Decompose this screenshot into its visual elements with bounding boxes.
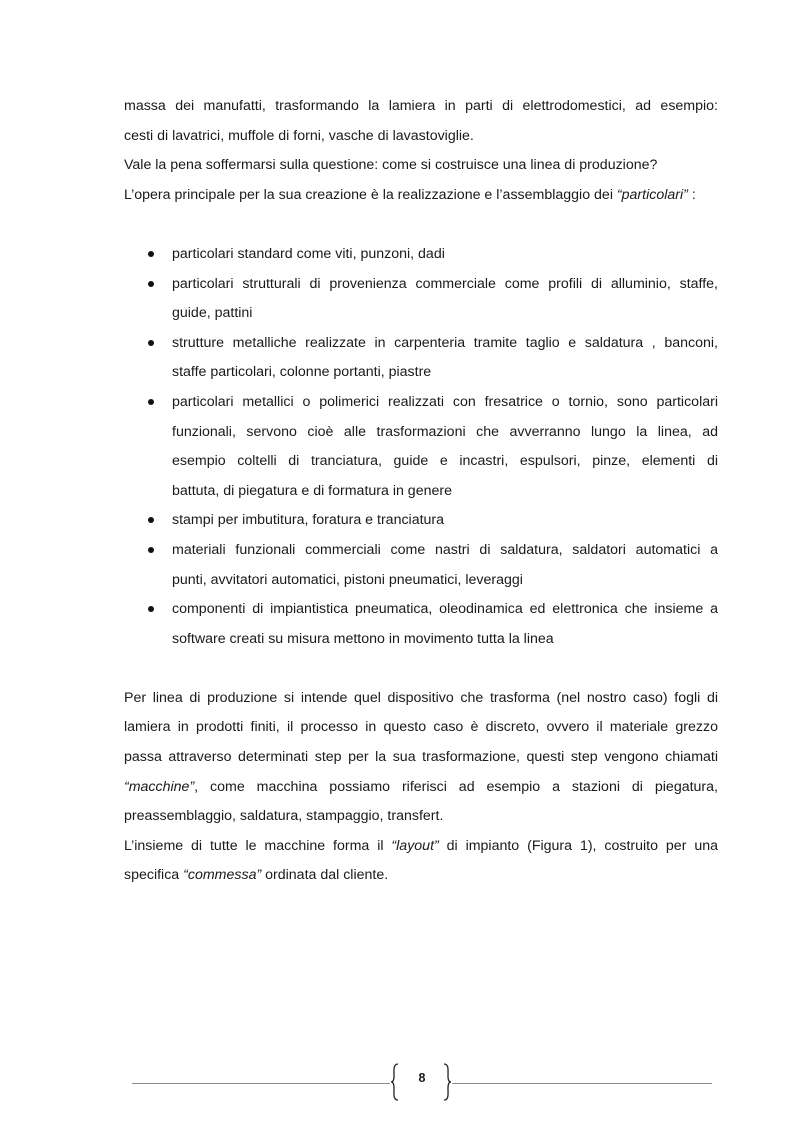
list-item-line: funzionali, servono cioè alle trasformazioni che avverranno lungo la linea, ad	[172, 423, 718, 440]
emphasis-layout: “layout”	[391, 837, 439, 854]
paragraph-line: Per linea di produzione si intende quel dispositivo che trasforma (nel nostro caso) fogli di	[124, 689, 718, 706]
text-span: specifica	[124, 867, 184, 884]
list-item	[124, 388, 718, 506]
list-item-line: particolari strutturali di provenienza commerciale come profili di alluminio, staffe,	[172, 275, 718, 292]
bullet-icon	[148, 517, 154, 523]
list-item-line: punti, avvitatori automatici, pistoni pneumatici, leveraggi	[172, 571, 523, 588]
bullet-icon	[148, 340, 154, 346]
paragraph-line	[124, 181, 718, 211]
paragraph-line: preassemblaggio, saldatura, stampaggio, transfert.	[124, 808, 444, 825]
list-item-line: particolari standard come viti, punzoni, dadi	[172, 245, 445, 262]
list-item-line: materiali funzionali commerciali come nastri di saldatura, saldatori automatici a	[172, 541, 718, 558]
list-item-line: staffe particolari, colonne portanti, piastre	[172, 364, 432, 381]
bullet-icon	[148, 251, 154, 257]
emphasis-commessa: “commessa”	[183, 867, 262, 884]
list-item-line: esempio coltelli di tranciatura, guide e incastri, espulsori, pinze, elementi di	[172, 453, 718, 470]
paragraph-line: cesti di lavatrici, muffole di forni, vasche di lavastoviglie.	[124, 127, 474, 144]
paragraph-line: massa dei manufatti, trasformando la lamiera in parti di elettrodomestici, ad esempio:	[124, 98, 718, 114]
text-span: ordinata dal cliente.	[261, 867, 389, 884]
emphasis-macchine: “macchine”	[124, 778, 195, 795]
page-number: 8	[418, 1071, 426, 1085]
list-item-line: componenti di impiantistica pneumatica, oleodinamica ed elettronica che insieme a	[172, 601, 718, 618]
text-span: L’opera principale per la sua creazione è la realizzazione e l’assemblaggio dei	[124, 186, 617, 203]
list-item-line: guide, pattini	[172, 305, 253, 322]
body-text	[124, 92, 718, 891]
text-span: L’insieme di tutte le macchine forma il	[124, 837, 392, 854]
list-item	[124, 506, 718, 536]
bullet-icon	[148, 547, 154, 553]
paragraph-line	[124, 861, 718, 891]
bullet-icon	[148, 399, 154, 405]
paragraph-line	[124, 773, 718, 803]
list-item-line: strutture metalliche realizzate in carpenteria tramite taglio e saldatura , banconi,	[172, 334, 718, 351]
bullet-icon	[148, 606, 154, 612]
footer-rule-right	[452, 1083, 712, 1084]
paragraph-line: Vale la pena soffermarsi sulla questione: come si costruisce una linea di produzione?	[124, 157, 658, 174]
list-item-line: particolari metallici o polimerici realizzati con fresatrice o tornio, sono particolari	[172, 393, 718, 410]
list-item	[124, 329, 718, 388]
list-item-line: stampi per imbutitura, foratura e tranciatura	[172, 512, 445, 529]
text-span: :	[687, 186, 696, 203]
paragraph-line: lamiera in prodotti finiti, il processo in questo caso è discreto, ovvero il materiale grezzo	[124, 719, 718, 736]
paragraph-line: passa attraverso determinati step per la sua trasformazione, questi step vengono chiamati	[124, 749, 718, 766]
list-item	[124, 595, 718, 654]
page-footer	[0, 1062, 793, 1102]
right-brace-icon	[442, 1062, 452, 1102]
spacer	[124, 210, 718, 240]
list-item	[124, 240, 718, 270]
footer-rule-left	[132, 1083, 390, 1084]
left-brace-icon	[390, 1062, 400, 1102]
list-item	[124, 270, 718, 329]
text-span: , come macchina possiamo riferisci ad esempio a stazioni di piegatura,	[194, 778, 718, 795]
text-span: di impianto (Figura 1), costruito per una	[438, 837, 718, 854]
list-item-line: battuta, di piegatura e di formatura in genere	[172, 482, 452, 499]
spacer	[124, 654, 718, 684]
list-item-line: software creati su misura mettono in movimento tutta la linea	[172, 630, 554, 647]
emphasis-particolari: “particolari”	[616, 186, 688, 203]
list-item	[124, 536, 718, 595]
paragraph-line	[124, 832, 718, 862]
bullet-list	[124, 240, 718, 654]
bullet-icon	[148, 281, 154, 287]
